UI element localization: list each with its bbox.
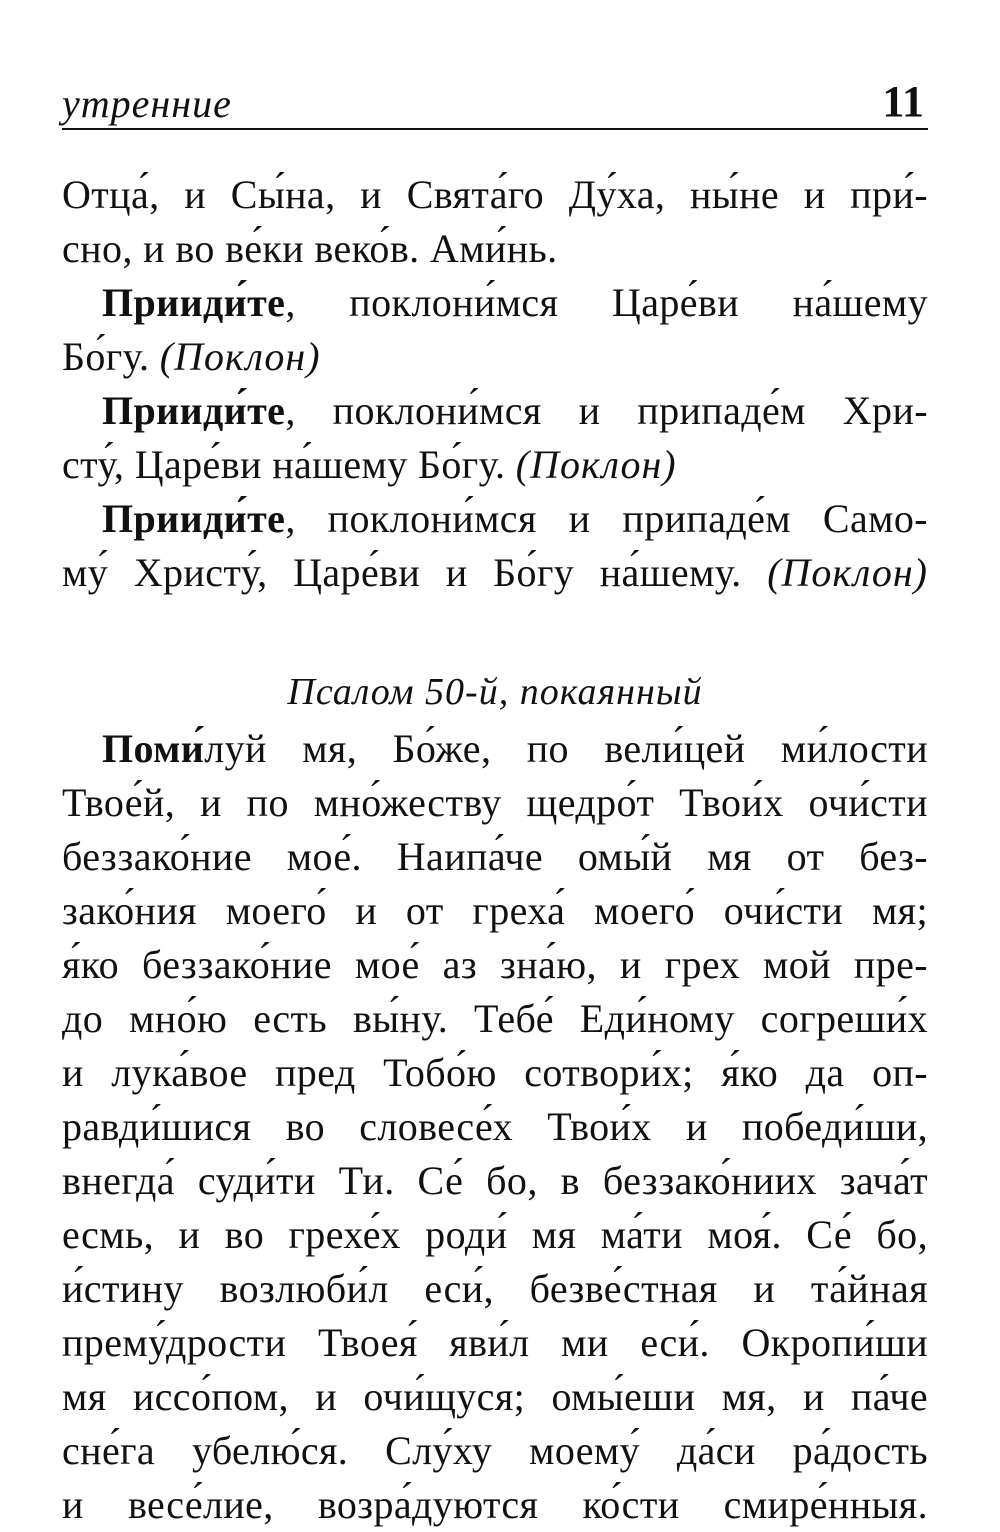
line-text: , поклони́мся и припаде́м Хри- xyxy=(285,388,928,433)
text-line xyxy=(62,722,928,776)
text-line xyxy=(62,384,928,438)
page-number: 11 xyxy=(882,77,924,126)
text-line: зако́ния моего́ и от греха́ моего́ очи́сти мя; xyxy=(62,888,928,933)
doxology-paragraph xyxy=(62,168,928,276)
text-line: и лука́вое пред Тобо́ю сотвори́х; я́ко да оп- xyxy=(62,1050,928,1095)
prayer-paragraph-1 xyxy=(62,276,928,384)
running-title: утренние xyxy=(62,81,232,126)
text-line: равди́шися во словесе́х Твои́х и победи́ши, xyxy=(62,1104,928,1149)
prayer-paragraph-3 xyxy=(62,492,928,600)
rubric-note: (Поклон) xyxy=(159,334,321,379)
running-header xyxy=(62,74,928,130)
text-line xyxy=(62,276,928,330)
line-text: , поклони́мся Царе́ви на́шему xyxy=(285,280,928,325)
text-line: и весе́лие, возра́дуются ко́сти смире́нныя. xyxy=(62,1482,928,1527)
text-line: сне́га убелю́ся. Слу́ху моему́ да́си ра́дость xyxy=(62,1428,928,1473)
prayer-paragraph-2 xyxy=(62,384,928,492)
rubric-note: (Поклон) xyxy=(515,442,677,487)
text-line: до мно́ю есть вы́ну. Тебе́ Еди́ному согреши́х xyxy=(62,996,928,1041)
line-text: , поклони́мся и припаде́м Само- xyxy=(285,496,928,541)
text-line: прему́дрости Твоея́ яви́л ми еси́. Окропи́ши xyxy=(62,1320,928,1365)
book-page xyxy=(62,0,928,1527)
bold-initial-word: Прииди́те xyxy=(102,280,286,325)
section-gap xyxy=(62,600,928,644)
text-line: мя иссо́пом, и очи́щуся; омы́еши мя, и па́че xyxy=(62,1374,928,1419)
rubric-note: (Поклон) xyxy=(767,550,928,595)
text-line: внегда́ суди́ти Ти. Се́ бо, в беззако́ниих зача́т xyxy=(62,1158,928,1203)
page-text xyxy=(62,168,928,1532)
line-text: Бо́гу. xyxy=(62,334,150,379)
text-line xyxy=(62,492,928,546)
text-line: сно, и во ве́ки веко́в. Ами́нь. xyxy=(62,226,558,271)
text-line xyxy=(62,330,928,384)
bold-initial-word: Поми́ xyxy=(102,726,205,771)
bold-initial-word: Прииди́те xyxy=(102,388,286,433)
line-text: му́ Христу́, Царе́ви и Бо́гу на́шему. xyxy=(62,550,742,595)
psalm-paragraph xyxy=(62,722,928,1532)
psalm-heading: Псалом 50-й, покаянный xyxy=(287,671,703,713)
text-line xyxy=(62,438,928,492)
header-rule xyxy=(62,128,928,130)
text-line: я́ко беззако́ние мое́ аз зна́ю, и грех мой пре- xyxy=(62,942,928,987)
line-text: луй мя, Бо́же, по вели́цей ми́лости xyxy=(204,726,928,771)
text-line: и́стину возлюби́л еси́, безве́стная и та́йная xyxy=(62,1266,928,1311)
line-text: сту́, Царе́ви на́шему Бо́гу. xyxy=(62,442,506,487)
text-line: Отца́, и Сы́на, и Свята́го Ду́ха, ны́не и при́- xyxy=(62,172,928,217)
text-line xyxy=(62,546,928,600)
text-line: беззако́ние мое́. Наипа́че омы́й мя от без- xyxy=(62,834,928,879)
text-line: Твое́й, и по мно́жеству щедро́т Твои́х очи́сти xyxy=(62,780,928,825)
text-line: есмь, и во грехе́х роди́ мя ма́ти моя́. Се́ бо, xyxy=(62,1212,928,1257)
bold-initial-word: Прииди́те xyxy=(102,496,286,541)
